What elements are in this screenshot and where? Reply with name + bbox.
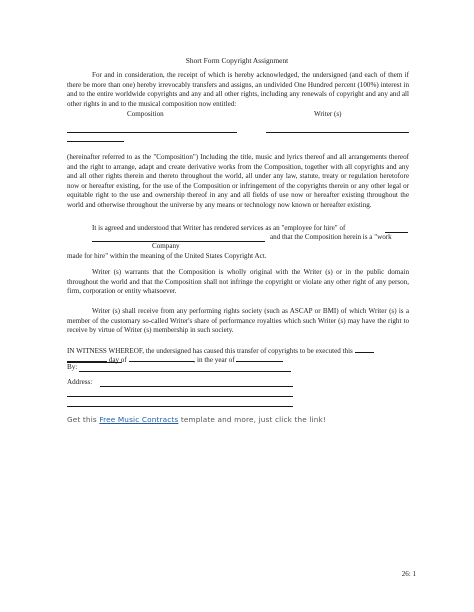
address-label: Address:	[67, 378, 93, 386]
page-number: 26: 1	[401, 570, 416, 578]
address-line-2	[67, 396, 293, 397]
day-blank[interactable]	[67, 354, 107, 362]
year-blank[interactable]	[236, 354, 283, 362]
composition-label: Composition	[127, 110, 164, 118]
month-blank[interactable]	[129, 354, 194, 362]
promo-banner	[67, 415, 427, 424]
by-label: By:	[67, 363, 78, 371]
composition-definition-paragraph: (hereinafter referred to as the "Composition") Including the title, music and lyrics thereof and all arrangements thereof and the right to arrange, adapt and create derivative works from the Composition, together with all copyrights and any and all other rights therein and thereto throughout the world, all under any law, statute, treaty or regulation heretofore now or hereafter existing, for the use of the Composition or infringement of the copyrights therein or any other legal or equitable right to the use and ownership thereof in any and all fields of use now or hereafter existing throughout the world and otherwise throughout the universe by any means or technology now known or hereafter existing.	[67, 153, 409, 209]
address-line-1	[100, 386, 293, 387]
witness-text: IN WITNESS WHEREOF, the undersigned has caused this transfer of copyrights to be executed this	[67, 347, 353, 355]
work-for-hire-line-1: It is agreed and understood that Writer has rendered services as an "employee for hire" of	[92, 224, 346, 232]
writers-label: Writer (s)	[314, 110, 342, 118]
free-music-contracts-link[interactable]: Free Music Contracts	[99, 415, 179, 424]
work-for-hire-line-3: made for hire" within the meaning of the United States Copyright Act.	[67, 252, 267, 260]
by-signature-line	[79, 371, 291, 372]
warranty-paragraph: Writer (s) warrants that the Composition is wholly original with the Writer (s) or in the public domain throughout the world and that the Composition shall not infringe the copyright or violate any other right of any person, firm, corporation or entity whatsoever.	[67, 268, 409, 296]
day-of-line	[67, 354, 283, 366]
day-of-label: day of	[108, 356, 127, 364]
writers-signature-line	[266, 132, 409, 133]
composition-signature-line	[67, 132, 237, 133]
intro-paragraph: For and in consideration, the receipt of which is hereby acknowledged, the undersigned (and each of them if there be more than one) hereby irrevocably transfers and assigns, an undivided One Hundred percent (100%) interest in and to the entire worldwide copyrights and any and all other rights, including any renewals of copyright and any and all other rights in and to the musical composition now entitled:	[67, 71, 409, 108]
in-the-year-label: , in the year of	[193, 356, 235, 364]
promo-suffix: template and more, just click the link!	[178, 415, 326, 424]
composition-continuation-line	[67, 141, 124, 142]
address-line-3	[67, 406, 293, 407]
royalties-paragraph: Writer (s) shall receive from any performing rights society (such as ASCAP or BMI) of which Writer (s) is a member of the customary so-called Writer's share of performance royalties which such Writer (s) may have the right to receive by virtue of Writer (s) membership in such society.	[67, 307, 409, 335]
document-title: Short Form Copyright Assignment	[185, 56, 289, 65]
promo-prefix: Get this	[67, 415, 100, 424]
witness-date-blank[interactable]	[355, 345, 374, 353]
company-label: Company	[152, 242, 180, 250]
work-for-hire-line-2: and that the Composition herein is a "work	[270, 233, 392, 241]
